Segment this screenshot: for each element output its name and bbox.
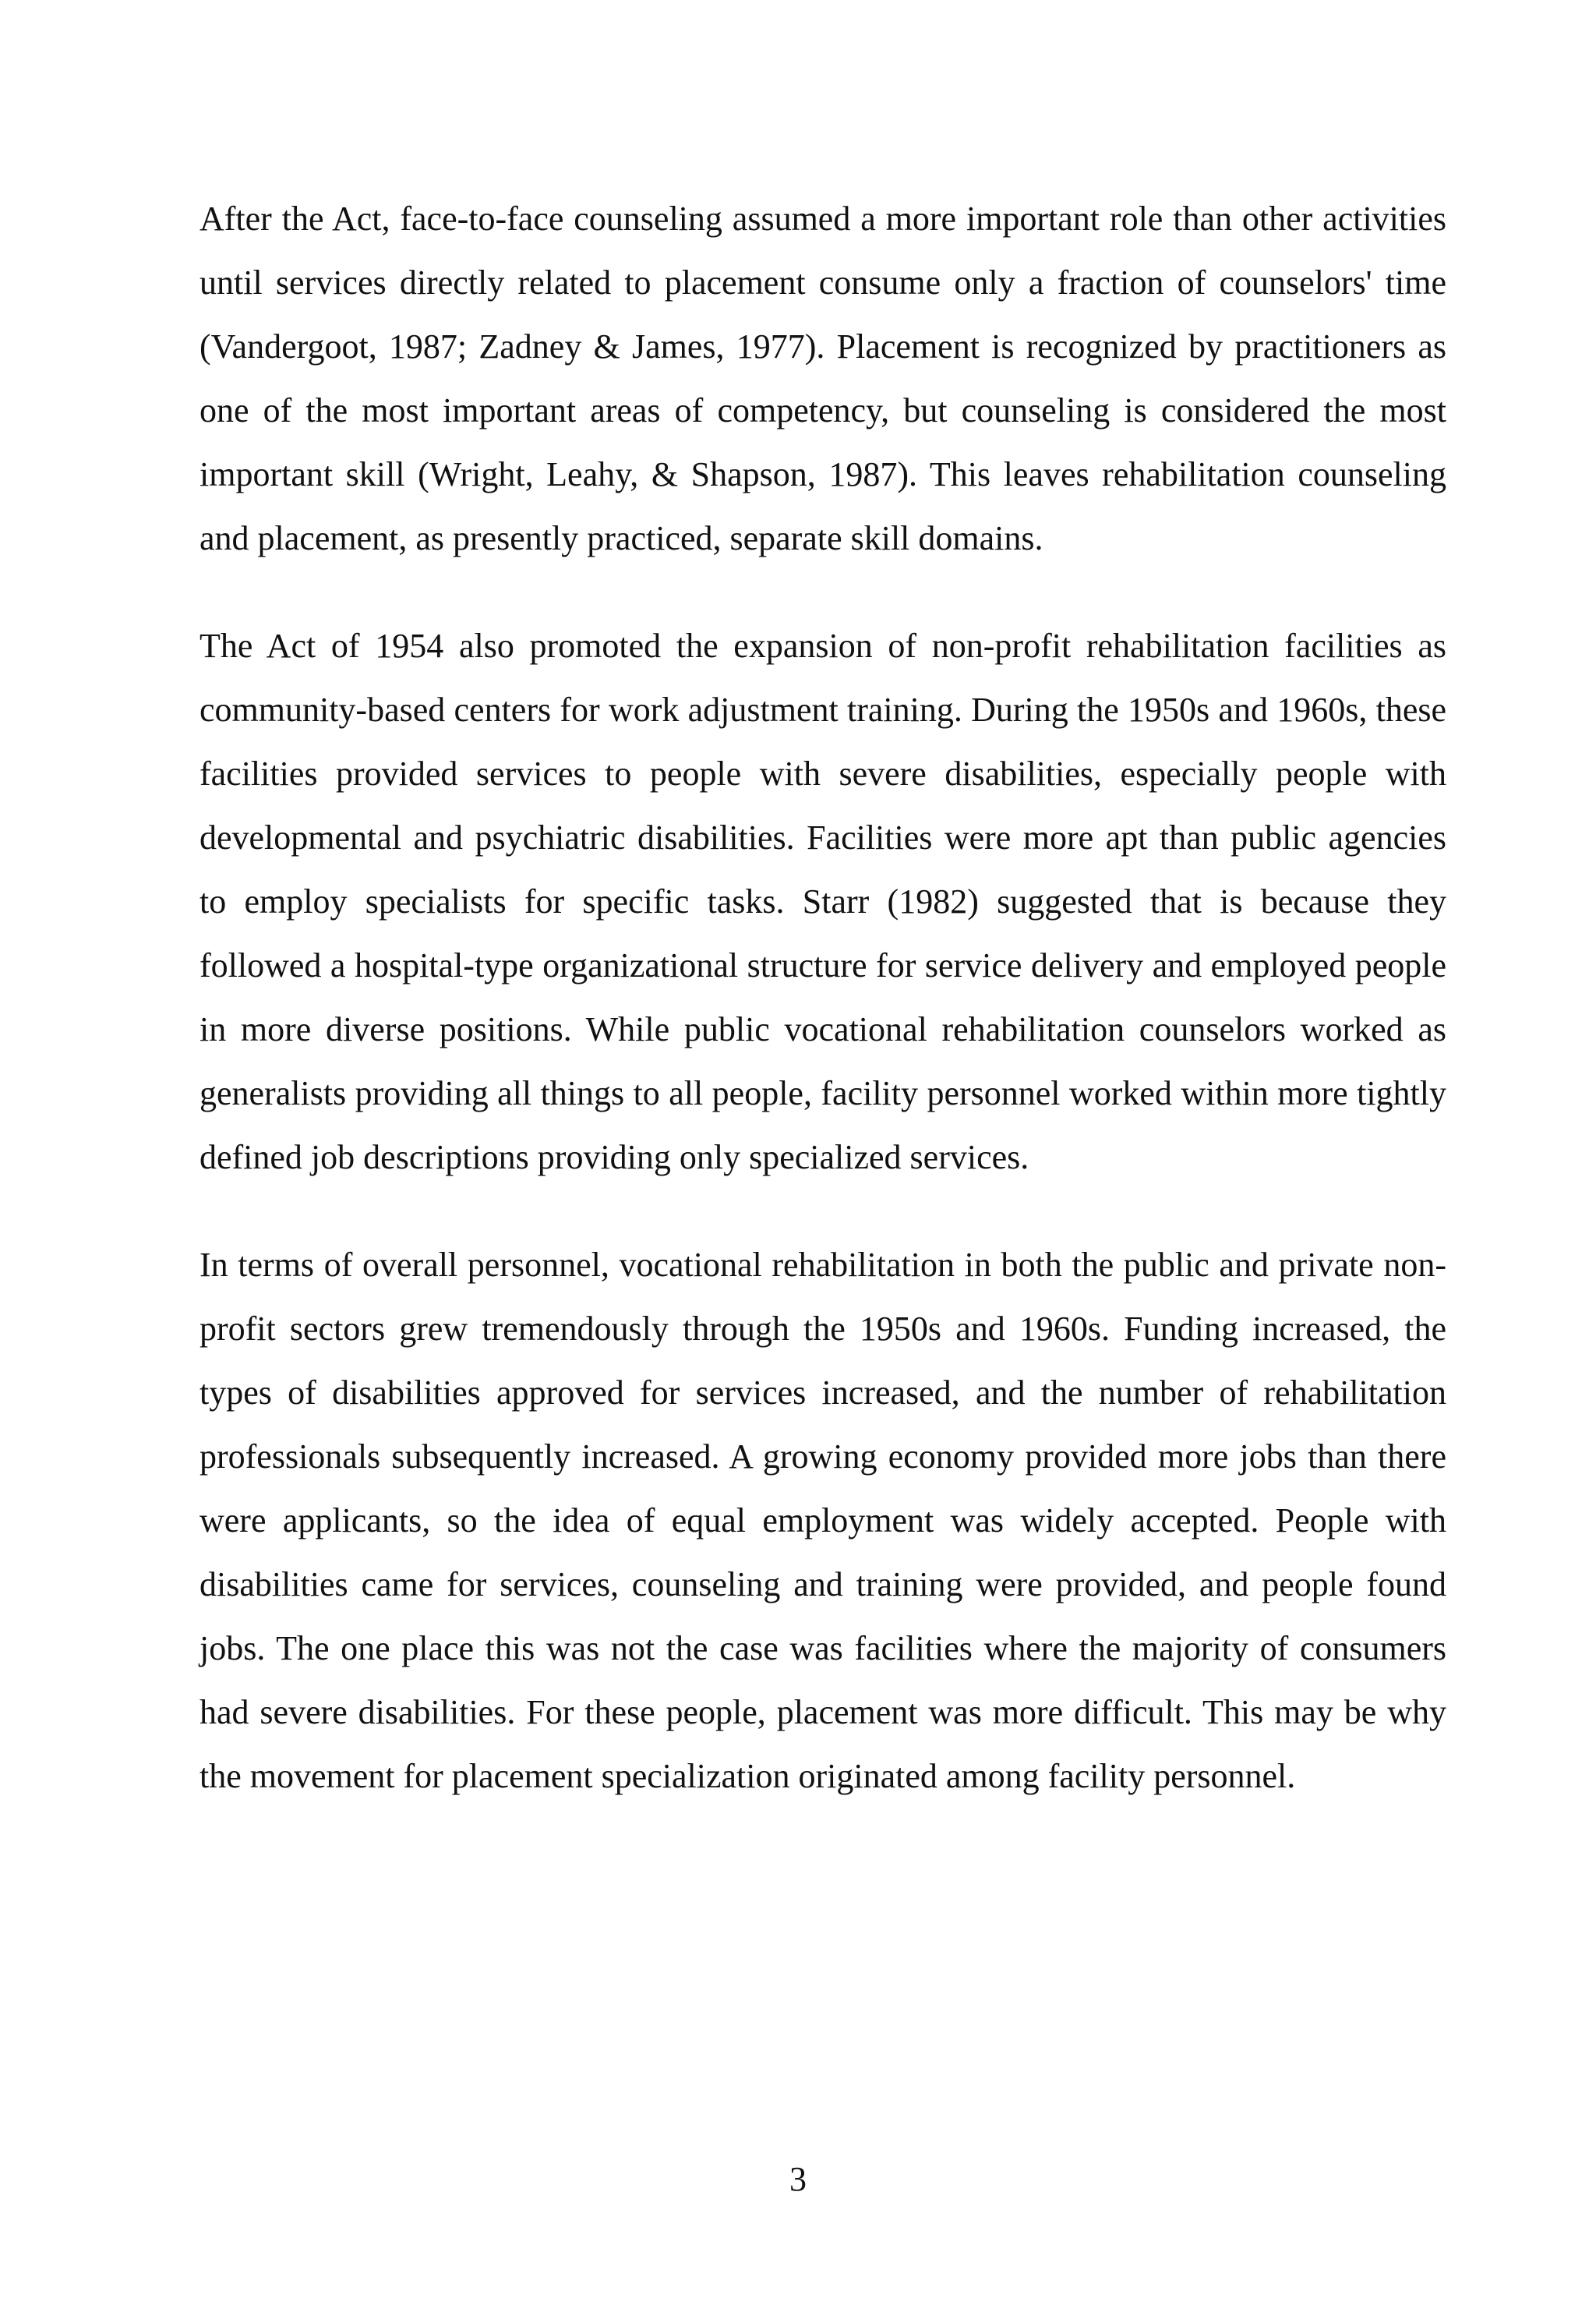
paragraph-2: The Act of 1954 also promoted the expansion of non-profit rehabilitation facilities as community-based centers for work adjustment training. During the 1950s and 1960s, these facilities provided services to people with severe disabilities, especially people with developmental and psychiatric disabilities. Facilities were more apt than public agencies to employ specialists for specific tasks. Starr (1982) suggested that is because they followed a hospital-type organizational structure for service delivery and employed people in more diverse positions. While public vocational rehabilitation counselors worked as generalists providing all things to all people, facility personnel worked within more tightly defined job descriptions providing only specialized services. <box>200 627 1446 1176</box>
paragraph-3: In terms of overall personnel, vocational rehabilitation in both the public and private non-profit sectors grew tremendously through the 1950s and 1960s. Funding increased, the types of disabilities approved for services increased, and the number of rehabilitation professionals subsequently increased. A growing economy provided more jobs than there were applicants, so the idea of equal employment was widely accepted. People with disabilities came for services, counseling and training were provided, and people found jobs. The one place this was not the case was facilities where the majority of consumers had severe disabilities. For these people, placement was more difficult. This may be why the movement for placement specialization originated among facility personnel. <box>200 1246 1446 1795</box>
page-number: 3 <box>789 2160 807 2198</box>
paragraph-1: After the Act, face-to-face counseling assumed a more important role than other activities until services directly related to placement consume only a fraction of counselors' time (Vandergoot, 1987; Zadney & James, 1977). Placement is recognized by practitioners as one of the most important areas of competency, but counseling is considered the most important skill (Wright, Leahy, & Shapson, 1987). This leaves rehabilitation counseling and placement, as presently practiced, separate skill domains. <box>200 200 1446 557</box>
body-text <box>200 187 1446 1852</box>
